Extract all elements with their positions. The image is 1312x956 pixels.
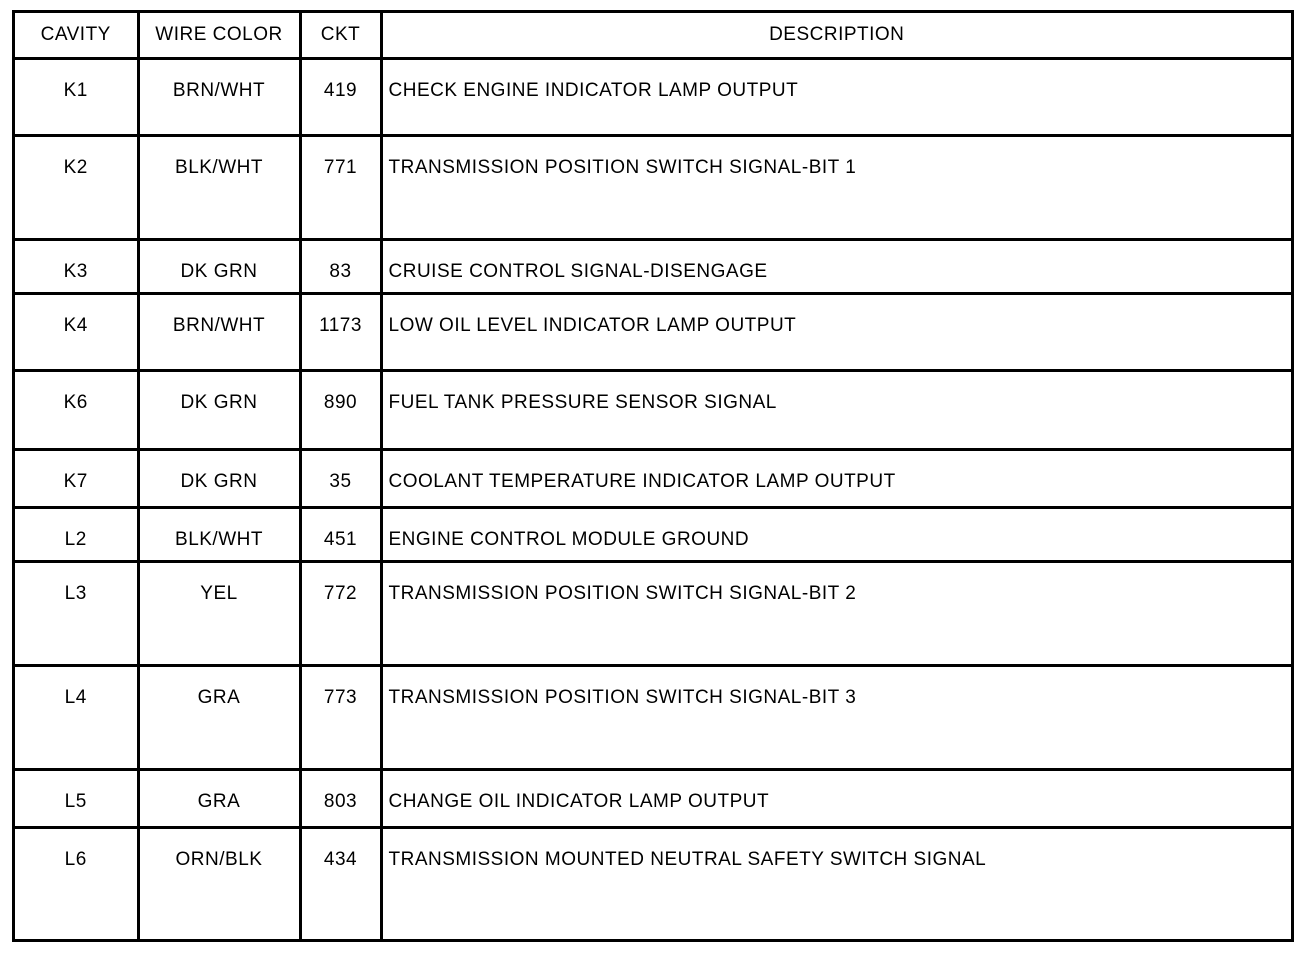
table-row xyxy=(15,828,1291,940)
table-row xyxy=(15,294,1291,371)
cell-cavity: L2 xyxy=(15,508,138,562)
cell-ckt: 83 xyxy=(300,240,381,294)
cell-description: CHECK ENGINE INDICATOR LAMP OUTPUT xyxy=(381,59,1291,136)
table-row xyxy=(15,508,1291,562)
table-row xyxy=(15,136,1291,240)
cell-wire-color: BLK/WHT xyxy=(138,136,300,240)
cell-description: TRANSMISSION POSITION SWITCH SIGNAL-BIT 3 xyxy=(381,666,1291,770)
cell-wire-color: BLK/WHT xyxy=(138,508,300,562)
cell-ckt: 803 xyxy=(300,770,381,828)
cell-cavity: L3 xyxy=(15,562,138,666)
cell-wire-color: BRN/WHT xyxy=(138,59,300,136)
cell-ckt: 1173 xyxy=(300,294,381,371)
cell-description: ENGINE CONTROL MODULE GROUND xyxy=(381,508,1291,562)
header-ckt: CKT xyxy=(300,13,381,59)
cell-cavity: K1 xyxy=(15,59,138,136)
cell-ckt: 771 xyxy=(300,136,381,240)
cell-description: LOW OIL LEVEL INDICATOR LAMP OUTPUT xyxy=(381,294,1291,371)
cell-description: FUEL TANK PRESSURE SENSOR SIGNAL xyxy=(381,371,1291,450)
cell-wire-color: DK GRN xyxy=(138,371,300,450)
wiring-table-sheet xyxy=(12,10,1294,942)
cell-wire-color: DK GRN xyxy=(138,240,300,294)
cell-description: CRUISE CONTROL SIGNAL-DISENGAGE xyxy=(381,240,1291,294)
cell-description: COOLANT TEMPERATURE INDICATOR LAMP OUTPUT xyxy=(381,450,1291,508)
cell-description: TRANSMISSION POSITION SWITCH SIGNAL-BIT 2 xyxy=(381,562,1291,666)
cell-ckt: 419 xyxy=(300,59,381,136)
cell-cavity: K6 xyxy=(15,371,138,450)
cell-ckt: 773 xyxy=(300,666,381,770)
cell-ckt: 451 xyxy=(300,508,381,562)
table-row xyxy=(15,240,1291,294)
header-description: DESCRIPTION xyxy=(381,13,1291,59)
cell-cavity: L4 xyxy=(15,666,138,770)
cell-wire-color: GRA xyxy=(138,770,300,828)
cell-wire-color: YEL xyxy=(138,562,300,666)
table-row xyxy=(15,59,1291,136)
header-row xyxy=(15,13,1291,59)
cell-cavity: K4 xyxy=(15,294,138,371)
cell-description: CHANGE OIL INDICATOR LAMP OUTPUT xyxy=(381,770,1291,828)
cell-cavity: K2 xyxy=(15,136,138,240)
cell-wire-color: ORN/BLK xyxy=(138,828,300,940)
cell-wire-color: BRN/WHT xyxy=(138,294,300,371)
header-wire-color: WIRE COLOR xyxy=(138,13,300,59)
cell-description: TRANSMISSION MOUNTED NEUTRAL SAFETY SWITCH SIGNAL xyxy=(381,828,1291,940)
cell-description: TRANSMISSION POSITION SWITCH SIGNAL-BIT 1 xyxy=(381,136,1291,240)
cell-cavity: K3 xyxy=(15,240,138,294)
cell-ckt: 772 xyxy=(300,562,381,666)
connector-pinout-table xyxy=(15,13,1291,939)
cell-cavity: L6 xyxy=(15,828,138,940)
cell-ckt: 434 xyxy=(300,828,381,940)
cell-ckt: 890 xyxy=(300,371,381,450)
table-row xyxy=(15,666,1291,770)
table-row xyxy=(15,371,1291,450)
table-row xyxy=(15,770,1291,828)
cell-cavity: K7 xyxy=(15,450,138,508)
cell-ckt: 35 xyxy=(300,450,381,508)
header-cavity: CAVITY xyxy=(15,13,138,59)
cell-wire-color: DK GRN xyxy=(138,450,300,508)
cell-cavity: L5 xyxy=(15,770,138,828)
table-row xyxy=(15,562,1291,666)
table-row xyxy=(15,450,1291,508)
cell-wire-color: GRA xyxy=(138,666,300,770)
